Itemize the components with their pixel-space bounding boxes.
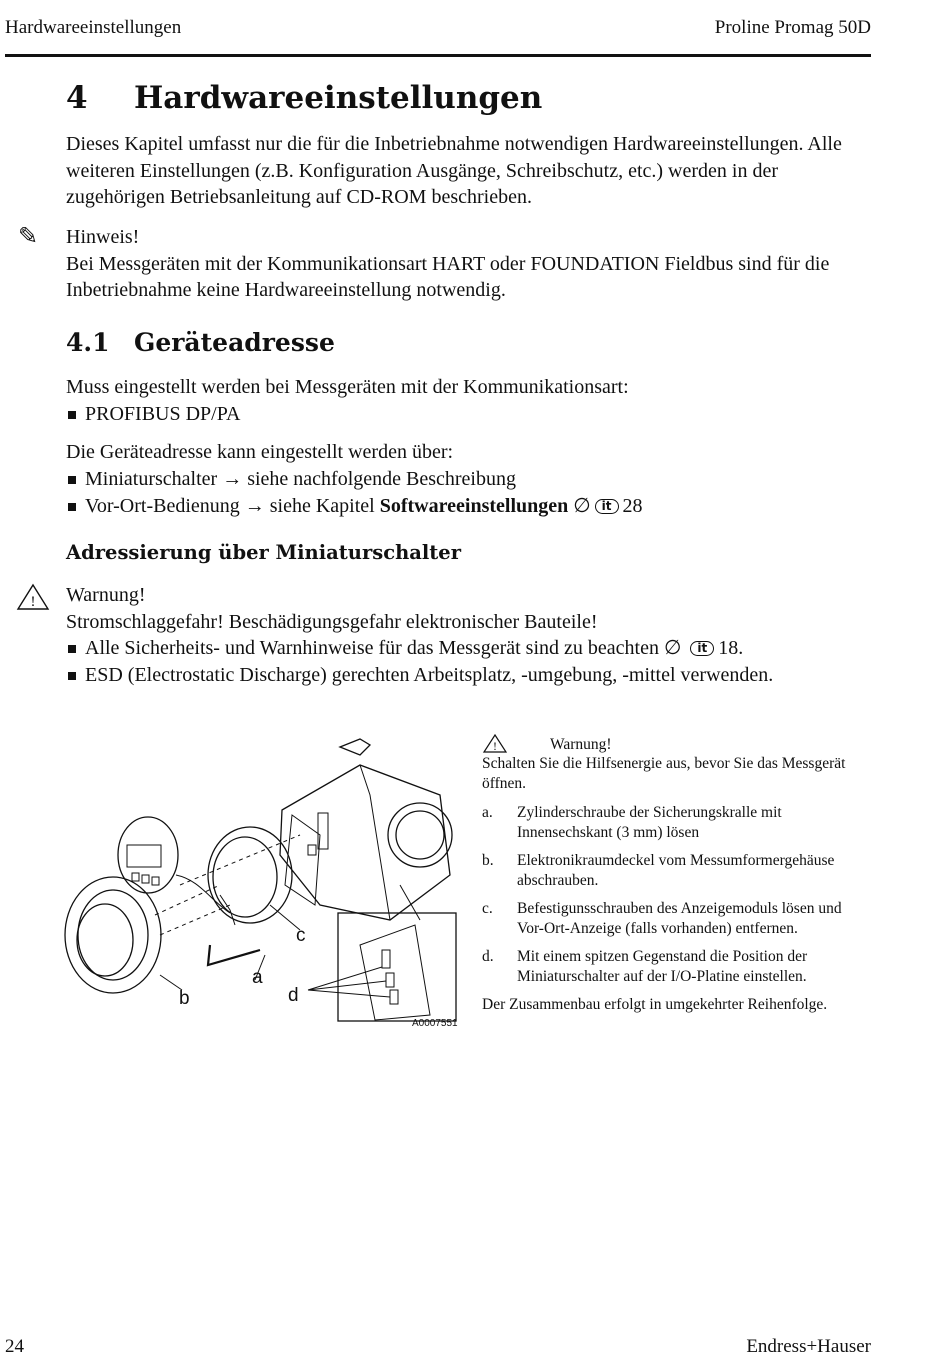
page-reference-icon: ∅ (663, 637, 682, 659)
section-p1: Muss eingestellt werden bei Messgeräten mit der Kommunikationsart: (66, 376, 629, 398)
step-label: c. (482, 900, 493, 917)
list-item-text: siehe nachfolgende Beschreibung (247, 467, 516, 490)
transmitter-housing (280, 765, 450, 920)
step-text: Zylinderschraube der Sicherungskralle mit Innensechskant (3 mm) lösen (517, 804, 782, 841)
chapter-link[interactable]: Softwareeinstellungen (379, 494, 569, 517)
figure-warning-text (482, 754, 862, 794)
arrow-right-icon: → (222, 467, 243, 490)
section-body-1 (66, 374, 886, 428)
step-text: Mit einem spitzen Gegenstand die Position der Miniaturschalter auf der I/O-Platine einstellen. (517, 948, 808, 985)
warning-list (66, 635, 886, 689)
step-text: Befestigunsschrauben des Anzeigemoduls lösen und Vor-Ort-Anzeige (falls vorhanden) entfernen. (517, 900, 842, 937)
page-number-ref[interactable]: 18. (718, 637, 744, 659)
step-label: a. (482, 804, 493, 821)
procedure-step (482, 947, 872, 987)
warning-triangle-icon (16, 583, 50, 616)
chapter-number: 4 (66, 80, 88, 116)
note-text: Bei Messgeräten mit der Kommunikationsart HART oder FOUNDATION Fieldbus sind für die Inbetriebnahme keine Hardwareeinstellung notwendig. (66, 252, 830, 301)
note-block (66, 224, 876, 304)
subsection-heading: Adressierung über Miniaturschalter (66, 541, 461, 564)
section-p2: Die Geräteadresse kann eingestellt werden über: (66, 441, 454, 463)
section-body-2 (66, 439, 886, 520)
section-title: Geräteadresse (134, 328, 335, 357)
setting-method-list (66, 466, 886, 520)
list-item-text: siehe Kapitel (269, 494, 375, 517)
list-item (66, 493, 886, 520)
header-rule (5, 54, 871, 57)
figure-label-b: b (179, 988, 190, 1009)
io-board-detail (338, 913, 456, 1021)
figure-label-d: d (288, 985, 299, 1006)
allen-key (208, 945, 260, 965)
page-number-ref[interactable]: 28 (622, 494, 643, 517)
running-header-left: Hardwareeinstellungen (5, 17, 182, 38)
figure-warning-title (550, 735, 612, 755)
step-label: b. (482, 852, 494, 869)
procedure-step (482, 899, 872, 939)
warning-text: Stromschlaggefahr! Beschädigungsgefahr elektronischer Bauteile! (66, 610, 598, 633)
intro-paragraph: Dieses Kapitel umfasst nur die für die Inbetriebnahme notwendigen Hardwareeinstellungen. Alle weiteren Einstellungen (z.B. Konfiguration Ausgänge, Schreibschutz, etc.) werden in der zugehörigen Betriebsanleitung auf CD-ROM beschrieben. (66, 133, 842, 208)
procedure-steps (482, 803, 872, 1015)
step-label: d. (482, 948, 494, 965)
chapter-title: Hardwareeinstellungen (134, 80, 543, 116)
running-header-right: Proline Promag 50D (714, 17, 871, 38)
chapter-intro (66, 131, 866, 211)
list-item-text: Miniaturschalter (85, 467, 218, 490)
section-number: 4.1 (66, 328, 110, 357)
list-item (66, 635, 886, 662)
page-reference-icon: ∅ (573, 494, 591, 517)
chapter-heading (66, 80, 542, 116)
figure-warning-paragraph: Schalten Sie die Hilfsenergie aus, bevor Sie das Messgerät öffnen. (482, 755, 846, 792)
warning-title: Warnung! (66, 584, 146, 606)
procedure-step (482, 851, 872, 891)
comm-type-list (66, 401, 886, 428)
note-title: Hinweis! (66, 226, 140, 248)
book-reference-icon: it (595, 499, 619, 514)
section-heading (66, 328, 335, 357)
exploded-view-figure (60, 735, 460, 1035)
figure-label-c: c (296, 925, 306, 946)
brand-footer: Endress+Hauser (746, 1336, 871, 1357)
list-item: ESD (Electrostatic Discharge) gerechten Arbeitsplatz, -umgebung, -mittel verwenden. (66, 662, 886, 689)
book-reference-icon: it (690, 641, 714, 656)
page-number: 24 (5, 1336, 24, 1357)
arrow-right-icon: → (244, 494, 265, 517)
list-item-text: Vor-Ort-Bedienung (85, 494, 240, 517)
list-item-text: Alle Sicherheits- und Warnhinweise für das Messgerät sind zu beachten (85, 637, 659, 659)
figure-label-a: a (252, 967, 263, 988)
warning-block (66, 582, 886, 689)
svg-text:!: ! (30, 594, 36, 610)
housing-connector (340, 739, 370, 755)
housing-flange-ring (388, 803, 452, 867)
electronics-cover (65, 877, 161, 993)
list-item (66, 466, 886, 493)
closing-note: Der Zusammenbau erfolgt in umgekehrter Reihenfolge. (482, 996, 828, 1013)
svg-text:!: ! (493, 739, 497, 753)
list-item: PROFIBUS DP/PA (66, 401, 886, 428)
figure-code: A0007551 (412, 1018, 458, 1029)
procedure-step (482, 803, 872, 843)
pencil-icon: ✎ (18, 224, 39, 250)
figure-warning-title-text: Warnung! (550, 736, 612, 753)
step-text: Elektronikraumdeckel vom Messumformergehäuse abschrauben. (517, 852, 835, 889)
